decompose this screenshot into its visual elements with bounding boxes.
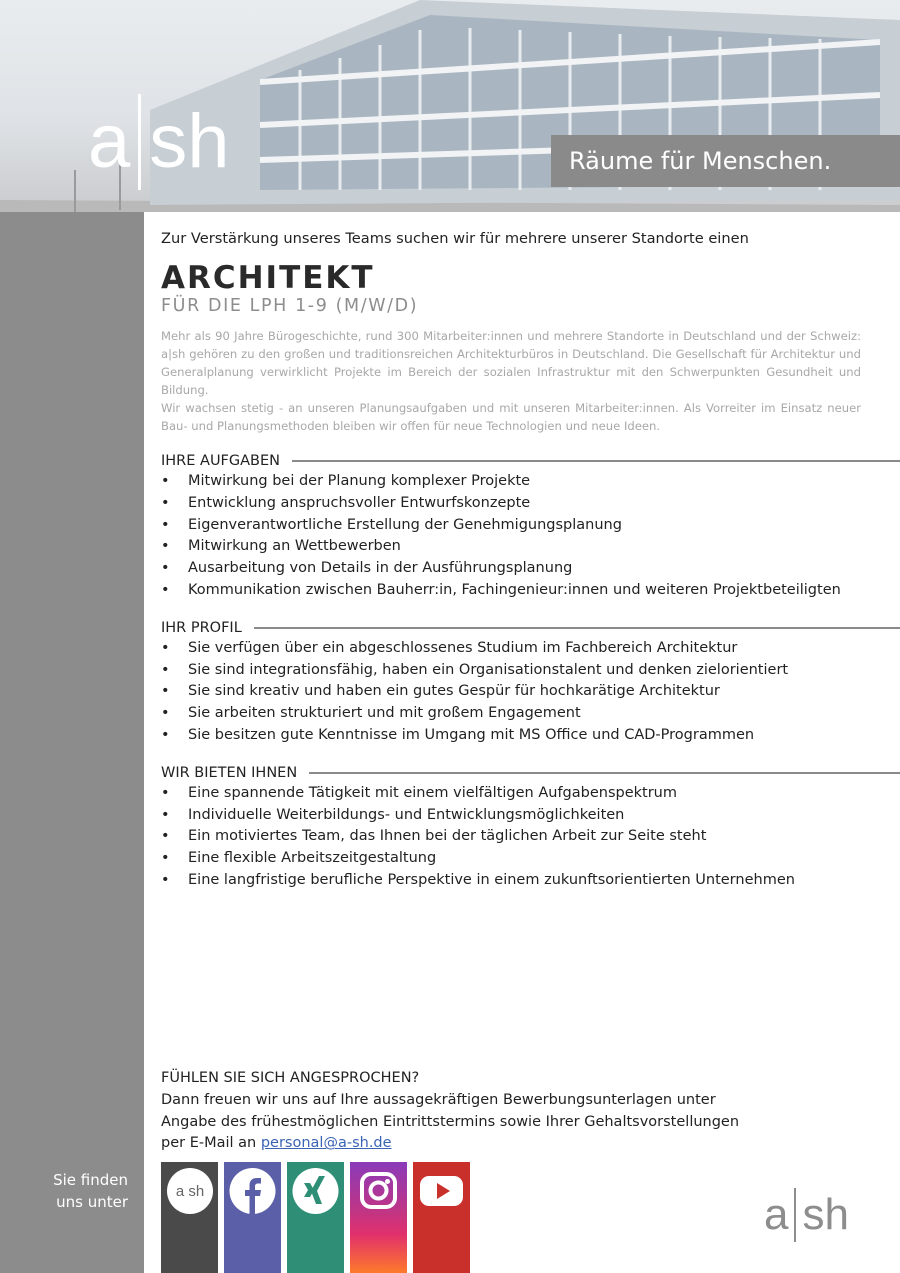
intro-text: Zur Verstärkung unseres Teams suchen wir für mehrere unserer Standorte einen	[161, 230, 749, 247]
task-list	[161, 471, 861, 602]
contact-block	[161, 1068, 861, 1155]
list-item: • Sie verfügen über ein abgeschlossenes Studium im Fachbereich Architektur	[161, 638, 861, 660]
section-heading-text: WIR BIETEN IHNEN	[161, 764, 298, 781]
list-item: • Sie sind kreativ und haben ein gutes Gespür für hochkarätige Architektur	[161, 681, 861, 703]
instagram-link[interactable]	[350, 1162, 407, 1273]
email-link[interactable]: personal@a-sh.de	[260, 1135, 392, 1152]
job-subtitle: FÜR DIE LPH 1-9 (M/W/D)	[161, 296, 419, 316]
logo-letter-a: a	[764, 1190, 789, 1239]
description-paragraph: Mehr als 90 Jahre Bürogeschichte, rund 300 Mitarbeiter:innen und mehrere Standorte in Deutschland und der Schweiz: a|sh gehören zu den großen und traditionsreichen Architekturbüros in Deutschland. Die Gesellschaft für Architektur und Generalplanung verwirklicht Projekte im Bereich der sozialen Infrastruktur mit den Schwerpunkten Gesundheit und Bildung.	[161, 329, 861, 397]
list-item: • Eigenverantwortliche Erstellung der Genehmigungsplanung	[161, 515, 861, 537]
find-us-line: uns unter	[56, 1193, 128, 1211]
logo-letter-a: a	[88, 99, 131, 184]
company-description	[161, 327, 861, 435]
section-heading-text: IHR PROFIL	[161, 619, 242, 636]
facebook-link[interactable]	[224, 1162, 281, 1273]
find-us-line: Sie finden	[53, 1171, 128, 1189]
xing-icon	[287, 1162, 344, 1222]
logo-divider	[138, 94, 141, 190]
list-item: • Eine flexible Arbeitszeitgestaltung	[161, 848, 861, 870]
list-item: • Individuelle Weiterbildungs- und Entwicklungsmöglichkeiten	[161, 805, 861, 827]
instagram-icon	[350, 1162, 407, 1222]
list-item: • Sie sind integrationsfähig, haben ein Organisationstalent und denken zielorientiert	[161, 660, 861, 682]
profile-list	[161, 638, 861, 747]
section-heading	[161, 618, 900, 638]
logo-letters-sh: sh	[802, 1190, 849, 1239]
contact-prefix: per E-Mail an	[161, 1135, 261, 1152]
list-item: • Kommunikation zwischen Bauherr:in, Fachingenieur:innen und weiteren Projektbeteiligten	[161, 580, 861, 602]
description-paragraph: Wir wachsen stetig - an unseren Planungsaufgaben und mit unseren Mitarbeiter:innen. Als Vorreiter im Einsatz neuer Bau- und Planungsmethoden bleiben wir offen für neue Technologien und neue Ideen.	[161, 401, 861, 433]
list-item: • Sie arbeiten strukturiert und mit großem Engagement	[161, 703, 861, 725]
benefits-list	[161, 783, 861, 892]
list-item: • Entwicklung anspruchsvoller Entwurfskonzepte	[161, 493, 861, 515]
section-divider	[292, 460, 900, 462]
hero-logo	[88, 92, 230, 192]
youtube-link[interactable]	[413, 1162, 470, 1273]
list-item: • Eine langfristige berufliche Perspektive in einem zukunftsorientierten Unternehmen	[161, 870, 861, 892]
section-heading	[161, 763, 900, 783]
contact-heading: FÜHLEN SIE SICH ANGESPROCHEN?	[161, 1070, 420, 1086]
ash-logo-text: a sh	[175, 1182, 205, 1200]
section-heading-text: IHRE AUFGABEN	[161, 453, 281, 469]
section-profil	[161, 618, 861, 747]
list-item: • Ein motiviertes Team, das Ihnen bei der täglichen Arbeit zur Seite steht	[161, 826, 861, 848]
section-angebot	[161, 763, 861, 892]
facebook-icon	[224, 1162, 281, 1222]
youtube-icon	[413, 1162, 470, 1222]
footer-logo	[764, 1188, 849, 1242]
slogan-banner: Räume für Menschen.	[551, 135, 900, 187]
list-item: • Mitwirkung bei der Planung komplexer Projekte	[161, 471, 861, 493]
logo-letters-sh: sh	[149, 99, 230, 184]
social-links	[161, 1162, 470, 1273]
ash-logo-icon	[167, 1168, 213, 1214]
xing-link[interactable]	[287, 1162, 344, 1273]
contact-text: Dann freuen wir uns auf Ihre aussagekräftigen Bewerbungsunterlagen unter	[161, 1091, 716, 1108]
logo-divider	[794, 1188, 796, 1242]
section-heading	[161, 451, 900, 471]
list-item: • Eine spannende Tätigkeit mit einem vielfältigen Aufgabenspektrum	[161, 783, 861, 805]
list-item: • Mitwirkung an Wettbewerben	[161, 536, 861, 558]
ash-website-link[interactable]	[161, 1162, 218, 1273]
find-us-label	[0, 1169, 128, 1213]
section-divider	[309, 772, 900, 774]
list-item: • Sie besitzen gute Kenntnisse im Umgang mit MS Office und CAD-Programmen	[161, 725, 861, 747]
list-item: • Ausarbeitung von Details in der Ausführungsplanung	[161, 558, 861, 580]
section-divider	[254, 627, 900, 629]
contact-email-line	[161, 1133, 861, 1155]
hero-banner	[0, 0, 900, 212]
section-aufgaben	[161, 451, 861, 602]
job-content	[161, 228, 861, 892]
contact-text: Angabe des frühestmöglichen Eintrittstermins sowie Ihrer Gehaltsvorstellungen	[161, 1113, 740, 1130]
job-title: ARCHITEKT	[161, 260, 375, 296]
